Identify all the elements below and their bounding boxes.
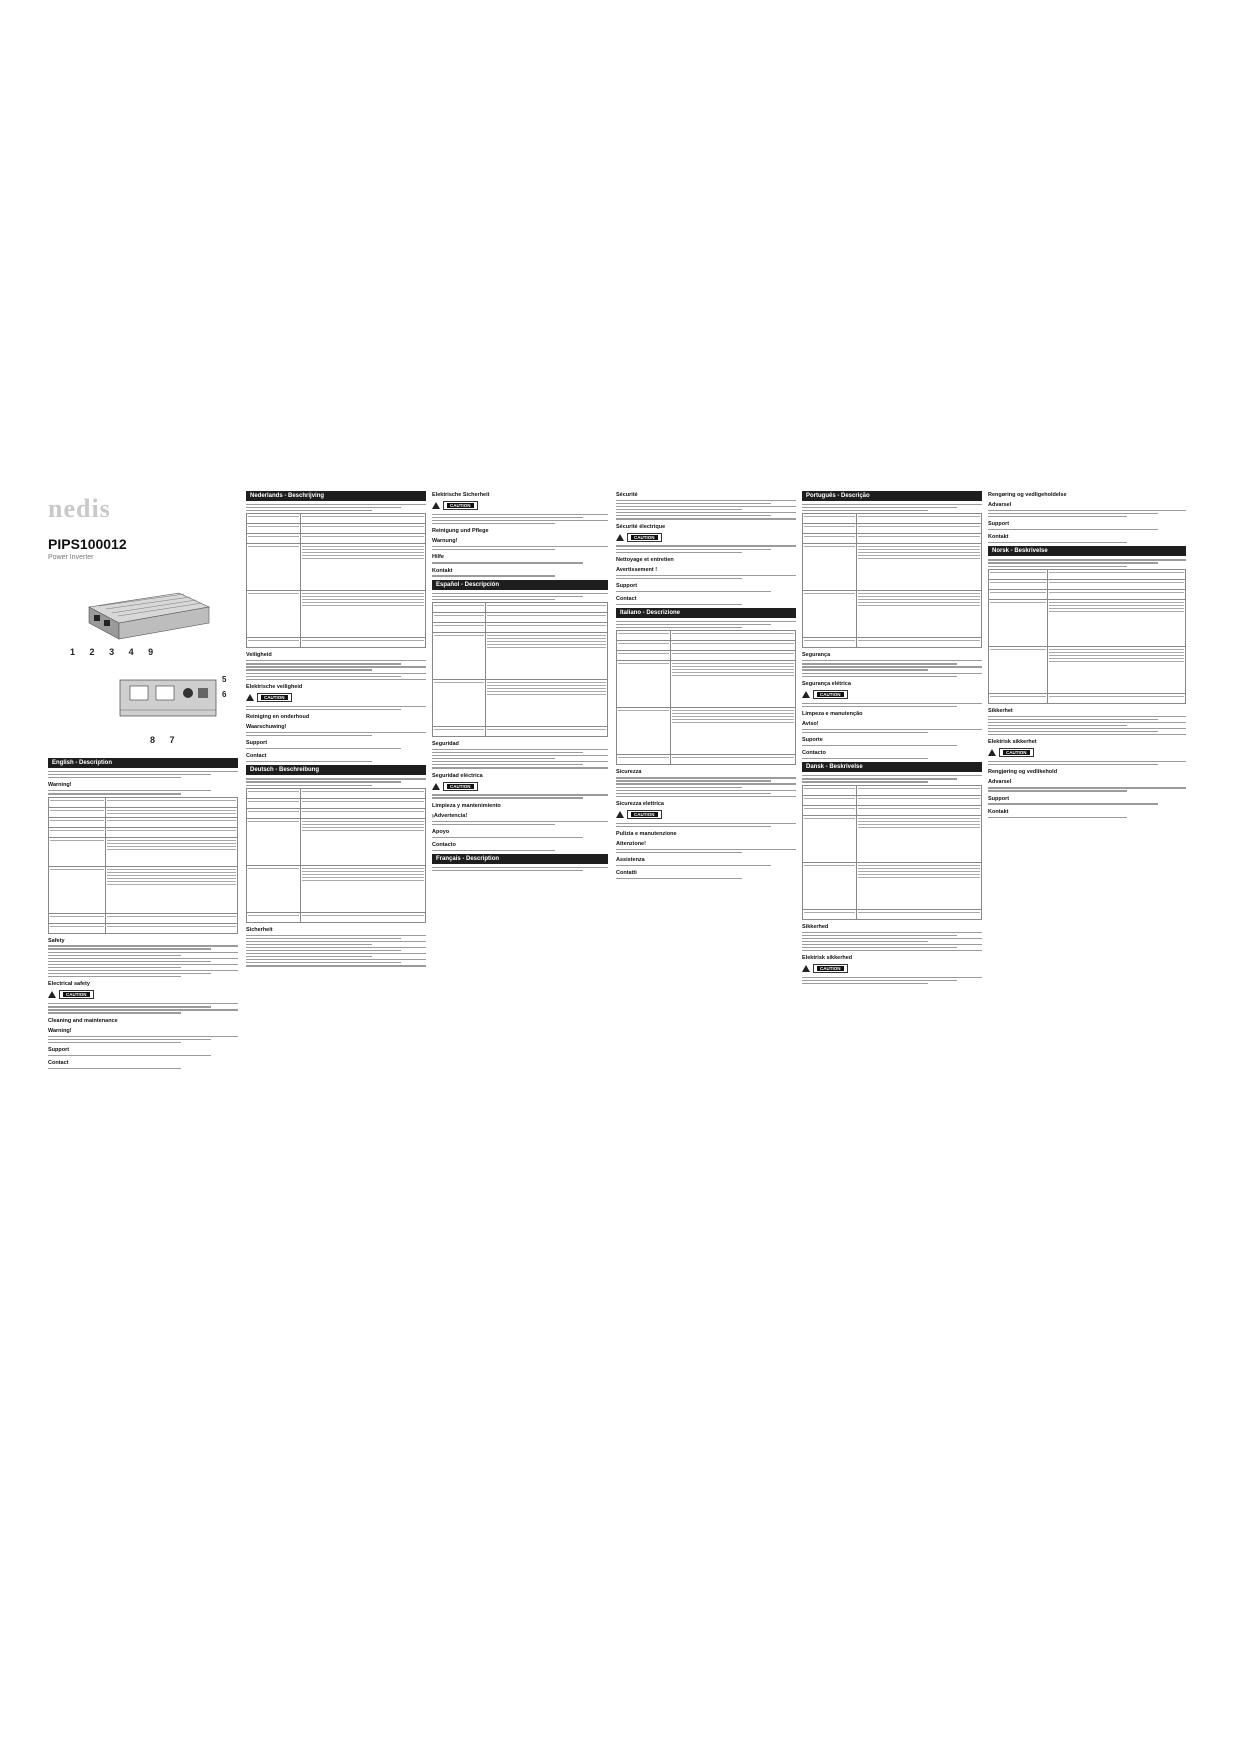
heading-avertissement: Avertissement !	[616, 566, 658, 573]
heading-support-en: Support	[48, 1046, 70, 1053]
product-code: PIPS100012	[48, 536, 127, 552]
heading-contact-nl: Contact	[246, 753, 267, 760]
heading-support-dk: Support	[988, 521, 1010, 528]
heading-nettoyage: Nettoyage et entretien	[616, 556, 674, 563]
caution-label: CAUTION	[63, 992, 90, 997]
heading-elektrisk-sikkerhet: Elektrisk sikkerhet	[988, 739, 1037, 746]
caution-block-en	[48, 988, 238, 1001]
warning-triangle-icon	[988, 749, 996, 756]
heading-support-nl: Support	[246, 740, 268, 747]
heading-seguridad-electrica: Seguridad eléctrica	[432, 772, 483, 779]
section-header-portuguese: Português - Descrição	[802, 491, 982, 501]
caution-block-dk	[802, 962, 982, 975]
heading-sicurezza-elettrica: Sicurezza elettrica	[616, 800, 664, 807]
heading-warning-en: Warning!	[48, 1027, 72, 1034]
heading-veiligheid: Veiligheid	[246, 652, 272, 659]
heading-seguranca: Segurança	[802, 652, 831, 659]
column-danish-norwegian	[988, 488, 1186, 1754]
heading-kontakt-no: Kontakt	[988, 808, 1009, 815]
section-header-italian: Italiano - Descrizione	[616, 608, 796, 618]
heading-aviso: Aviso!	[802, 720, 819, 727]
heading-cleaning: Cleaning and maintenance	[48, 1017, 118, 1024]
callout-2: 2	[89, 647, 101, 657]
figure-callouts-bottom	[150, 735, 181, 745]
brand-logo: nedis	[48, 494, 111, 523]
product-name: Power Inverter	[48, 554, 94, 561]
caution-label: CAUTION	[631, 812, 658, 817]
heading-apoyo: Apoyo	[432, 828, 450, 835]
heading-seguridad: Seguridad	[432, 740, 459, 747]
caution-label: CAUTION	[631, 535, 658, 540]
heading-contacto-es: Contacto	[432, 841, 456, 848]
heading-sikkerhed-dk: Sikkerhed	[802, 923, 829, 930]
callout-7: 7	[169, 735, 181, 745]
heading-rengjoring: Rengjøring og vedlikehold	[988, 769, 1058, 776]
heading-kontakt-de: Kontakt	[432, 567, 453, 574]
spec-table-spanish	[432, 602, 608, 737]
heading-sikkerhet: Sikkerhet	[988, 707, 1013, 714]
heading-assistenza: Assistenza	[616, 857, 645, 864]
heading-advarsel-no: Advarsel	[988, 779, 1012, 786]
figure-callouts-top	[70, 647, 230, 657]
caution-label: CAUTION	[447, 503, 474, 508]
callout-8: 8	[150, 735, 162, 745]
caution-block-it	[616, 808, 796, 821]
spec-table-italian	[616, 630, 796, 765]
heading-pulizia: Pulizia e manutenzione	[616, 831, 677, 838]
heading-contact-fr: Contact	[616, 596, 637, 603]
warning-triangle-icon	[246, 694, 254, 701]
warning-triangle-icon	[432, 502, 440, 509]
heading-electrical-safety: Electrical safety	[48, 981, 90, 988]
caution-block-no	[988, 746, 1186, 759]
heading-hilfe: Hilfe	[432, 554, 444, 561]
spec-table-danish	[802, 785, 982, 920]
spec-table-portuguese	[802, 513, 982, 648]
column-french-italian	[616, 488, 796, 1754]
heading-contacto-pt: Contacto	[802, 750, 826, 757]
callout-1: 1	[70, 647, 82, 657]
heading-sicurezza: Sicurezza	[616, 769, 642, 776]
caution-label: CAUTION	[817, 692, 844, 697]
spec-table-norwegian	[988, 569, 1186, 704]
heading-sicherheit: Sicherheit	[246, 926, 273, 933]
caution-label: CAUTION	[1003, 750, 1030, 755]
heading-securite-electrique: Sécurité électrique	[616, 523, 666, 530]
heading-limpeza: Limpeza e manutenção	[802, 710, 863, 717]
inverter-illustration	[84, 585, 214, 645]
caution-label: CAUTION	[447, 784, 474, 789]
heading-limpieza: Limpieza y mantenimiento	[432, 802, 501, 809]
heading-reinigung: Reinigung und Pflege	[432, 528, 489, 535]
spec-table-english	[48, 797, 238, 934]
column-portuguese-danish	[802, 488, 982, 1754]
warning-triangle-icon	[432, 783, 440, 790]
callout-6: 6	[222, 690, 227, 699]
heading-reiniging: Reiniging en onderhoud	[246, 714, 310, 721]
heading-seguranca-eletrica: Segurança elétrica	[802, 680, 851, 687]
heading-kontakt-dk: Kontakt	[988, 534, 1009, 541]
section-header-dutch: Nederlands - Beschrijving	[246, 491, 426, 501]
heading-elektrische-sicherheit: Elektrische Sicherheit	[432, 492, 490, 498]
section-header-german: Deutsch - Beschreibung	[246, 765, 426, 775]
caution-block-fr	[616, 531, 796, 544]
heading-warnung: Warnung!	[432, 538, 458, 545]
warning-triangle-icon	[616, 811, 624, 818]
heading-support-no: Support	[988, 795, 1010, 802]
heading-contatti: Contatti	[616, 870, 637, 877]
heading-suporte: Suporte	[802, 737, 823, 744]
callout-3: 3	[109, 647, 121, 657]
inverter-front-illustration	[116, 672, 220, 732]
section-header-french: Français - Description	[432, 854, 608, 864]
callout-9: 9	[148, 647, 160, 657]
caution-block-nl	[246, 691, 426, 704]
callout-5: 5	[222, 675, 227, 684]
heading-elektrische-veiligheid: Elektrische veiligheid	[246, 683, 303, 690]
section-header-english: English - Description	[48, 758, 238, 768]
caution-block-de	[432, 499, 608, 512]
heading-safety: Safety	[48, 937, 65, 944]
warning-triangle-icon	[802, 965, 810, 972]
heading-warning-intro: Warning!	[48, 782, 72, 789]
heading-contact-en: Contact	[48, 1059, 69, 1066]
callout-4: 4	[128, 647, 140, 657]
warning-triangle-icon	[616, 534, 624, 541]
spec-table-german	[246, 788, 426, 923]
heading-elektrisk-sikkerhed-dk: Elektrisk sikkerhed	[802, 955, 853, 962]
heading-advertencia: ¡Advertencia!	[432, 812, 468, 819]
spec-table-dutch	[246, 513, 426, 648]
column-dutch-german	[246, 488, 426, 1754]
column-english	[48, 755, 238, 1754]
warning-triangle-icon	[802, 691, 810, 698]
heading-support-fr: Support	[616, 582, 638, 589]
heading-advarsel: Advarsel	[988, 502, 1012, 508]
heading-attenzione: Attenzione!	[616, 841, 646, 848]
section-header-danish: Dansk - Beskrivelse	[802, 762, 982, 772]
caution-block-es	[432, 780, 608, 793]
caution-label: CAUTION	[817, 966, 844, 971]
heading-securite: Sécurité	[616, 492, 638, 498]
section-header-spanish: Español - Descripción	[432, 580, 608, 590]
caution-label: CAUTION	[261, 695, 288, 700]
heading-waarschuwing: Waarschuwing!	[246, 724, 287, 731]
heading-rengoring: Rengøring og vedligeholdelse	[988, 492, 1067, 498]
column-german-spanish	[432, 488, 608, 1754]
caution-block-pt	[802, 688, 982, 701]
section-header-norwegian: Norsk - Beskrivelse	[988, 546, 1186, 556]
warning-triangle-icon	[48, 991, 56, 998]
